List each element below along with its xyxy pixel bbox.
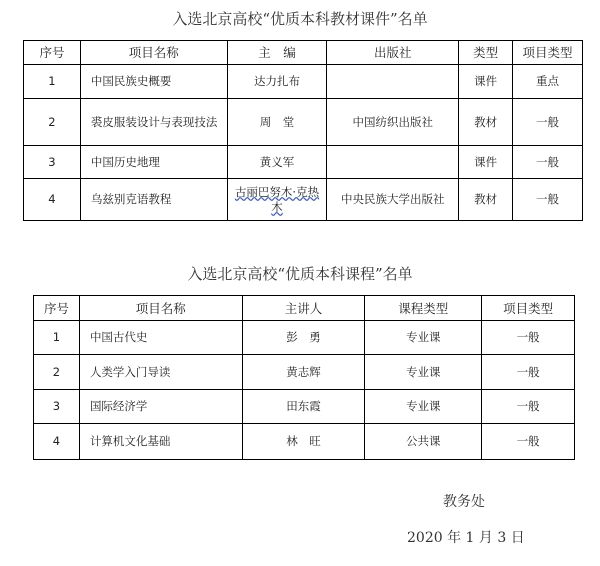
cell-publisher: 中国纺织出版社: [327, 99, 459, 146]
cell-editor: 黄义军: [227, 146, 327, 179]
cell-project-name: 中国古代史: [79, 321, 242, 355]
cell-index: 1: [34, 321, 80, 355]
cell-project-type: 一般: [482, 355, 575, 390]
table-row: [34, 390, 575, 424]
col-header-project-name: 项目名称: [80, 41, 227, 65]
cell-lecturer: 黄志辉: [242, 355, 365, 390]
col-header-editor: 主 编: [227, 41, 327, 65]
table-row: [24, 65, 583, 99]
cell-publisher: [327, 65, 459, 99]
cell-project-type: 一般: [513, 179, 583, 221]
col-header-publisher: 出版社: [327, 41, 459, 65]
cell-project-name: 乌兹别克语教程: [80, 179, 227, 221]
cell-index: 3: [24, 146, 81, 179]
cell-editor: 古丽巴努木·克热木: [227, 179, 327, 221]
table-header-row: [24, 41, 583, 65]
col-header-project-name: 项目名称: [79, 296, 242, 321]
table-row: [34, 321, 575, 355]
cell-index: 2: [24, 99, 81, 146]
table-row: [24, 99, 583, 146]
table-header-row: [34, 296, 575, 321]
cell-type: 教材: [459, 179, 513, 221]
table-row: [24, 179, 583, 221]
col-header-index: 序号: [34, 296, 80, 321]
table2-title: 入选北京高校“优质本科课程”名单: [187, 265, 413, 283]
cell-project-name: 中国历史地理: [80, 146, 227, 179]
cell-type: 课件: [459, 146, 513, 179]
cell-lecturer: 彭 勇: [242, 321, 365, 355]
col-header-course-type: 课程类型: [365, 296, 482, 321]
cell-lecturer: 田东霞: [242, 390, 365, 424]
cell-project-type: 一般: [482, 424, 575, 460]
cell-index: 2: [34, 355, 80, 390]
cell-project-type: 一般: [513, 99, 583, 146]
cell-course-type: 专业课: [365, 390, 482, 424]
cell-project-type: 一般: [482, 321, 575, 355]
table1-title: 入选北京高校“优质本科教材课件”名单: [172, 10, 428, 28]
cell-course-type: 专业课: [365, 355, 482, 390]
col-header-project-type: 项目类型: [482, 296, 575, 321]
col-header-index: 序号: [24, 41, 81, 65]
cell-type: 课件: [459, 65, 513, 99]
table-row: [34, 355, 575, 390]
cell-index: 3: [34, 390, 80, 424]
issuing-department: 教务处: [443, 494, 485, 510]
cell-index: 4: [24, 179, 81, 221]
cell-publisher: 中央民族大学出版社: [327, 179, 459, 221]
cell-project-name: 人类学入门导读: [79, 355, 242, 390]
course-table: [33, 295, 575, 460]
cell-index: 1: [24, 65, 81, 99]
issue-date: 2020 年 1 月 3 日: [407, 530, 525, 546]
table-row: [24, 146, 583, 179]
cell-project-name: 裘皮服装设计与表现技法: [80, 99, 227, 146]
cell-publisher: [327, 146, 459, 179]
cell-course-type: 公共课: [365, 424, 482, 460]
cell-editor: 周 堂: [227, 99, 327, 146]
cell-project-name: 国际经济学: [79, 390, 242, 424]
col-header-lecturer: 主讲人: [242, 296, 365, 321]
cell-project-type: 一般: [513, 146, 583, 179]
cell-project-name: 计算机文化基础: [79, 424, 242, 460]
col-header-type: 类型: [459, 41, 513, 65]
cell-project-name: 中国民族史概要: [80, 65, 227, 99]
cell-project-type: 一般: [482, 390, 575, 424]
cell-index: 4: [34, 424, 80, 460]
cell-lecturer: 林 旺: [242, 424, 365, 460]
cell-project-type: 重点: [513, 65, 583, 99]
col-header-project-type: 项目类型: [513, 41, 583, 65]
cell-course-type: 专业课: [365, 321, 482, 355]
textbook-courseware-table: [23, 40, 583, 221]
cell-type: 教材: [459, 99, 513, 146]
cell-editor: 达力扎布: [227, 65, 327, 99]
table-row: [34, 424, 575, 460]
